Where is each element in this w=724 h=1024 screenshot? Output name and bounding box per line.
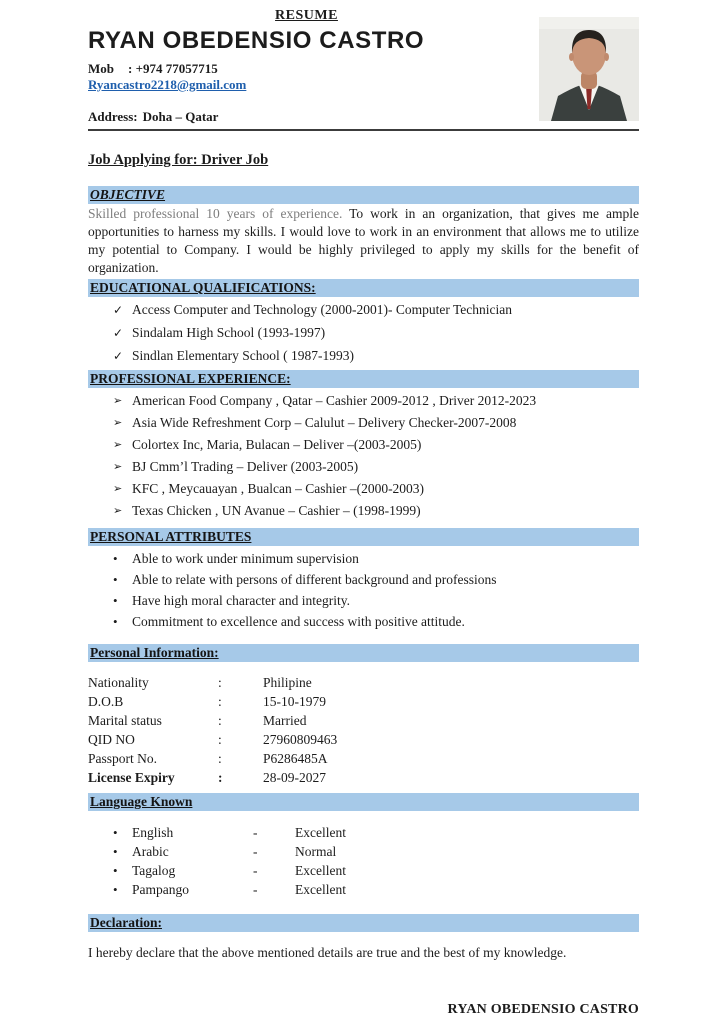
language-name: Tagalog xyxy=(132,863,176,878)
address-label: Address: xyxy=(88,109,138,124)
section-heading-declaration: Declaration: xyxy=(90,915,162,930)
dot-bullet-icon: • xyxy=(113,593,118,608)
attribute-item-text: Able to work under minimum supervision xyxy=(132,551,359,566)
education-item-text: Access Computer and Technology (2000-2001)- Computer Technician xyxy=(132,302,513,317)
section-heading-personal-info: Personal Information: xyxy=(90,645,219,660)
objective-lead: Skilled professional 10 years of experience. xyxy=(88,206,343,221)
info-label: QID NO xyxy=(88,732,135,747)
language-row xyxy=(88,842,639,861)
dot-bullet-icon: • xyxy=(113,551,118,566)
objective-text xyxy=(88,205,639,277)
declaration-text: I hereby declare that the above mentioned details are true and the best of my knowledge. xyxy=(88,945,567,960)
dot-bullet-icon: • xyxy=(113,863,118,878)
language-separator: - xyxy=(253,844,258,859)
dot-bullet-icon: • xyxy=(113,882,118,897)
section-heading-attributes: PERSONAL ATTRIBUTES xyxy=(90,529,252,544)
language-level: Excellent xyxy=(295,863,346,878)
dot-bullet-icon: • xyxy=(113,572,118,587)
attribute-item xyxy=(113,613,639,631)
section-bar-education xyxy=(88,279,639,297)
check-icon: ✓ xyxy=(113,349,124,363)
experience-item-text: Colortex Inc, Maria, Bulacan – Deliver –(2003-2005) xyxy=(132,437,422,452)
check-icon: ✓ xyxy=(113,303,124,317)
section-heading-objective: OBJECTIVE xyxy=(90,187,166,202)
header xyxy=(88,8,639,124)
attribute-item-text: Commitment to excellence and success with positive attitude. xyxy=(132,614,465,629)
objective-body: To work in an organization, that gives me ample opportunities to harness my skills. I would love to work in an environment that allows me to utilize my potential to Company. I would be highly privileged to apply my skills for the benefit of organization. xyxy=(88,206,639,275)
info-value: 28-09-2027 xyxy=(263,770,326,785)
language-row xyxy=(88,823,639,842)
personal-info-row xyxy=(88,768,639,787)
email-link[interactable]: Ryancastro2218@gmail.com xyxy=(88,77,247,92)
experience-item-text: Texas Chicken , UN Avanue – Cashier – (1998-1999) xyxy=(132,503,421,518)
language-name: Pampango xyxy=(132,882,189,897)
header-divider xyxy=(88,129,639,131)
language-row xyxy=(88,861,639,880)
language-name: English xyxy=(132,825,174,840)
attribute-item-text: Able to relate with persons of different background and professions xyxy=(132,572,497,587)
language-separator: - xyxy=(253,863,258,878)
language-separator: - xyxy=(253,825,258,840)
section-bar-attributes xyxy=(88,528,639,546)
experience-item-text: BJ Cmm’l Trading – Deliver (2003-2005) xyxy=(132,459,359,474)
personal-info-row xyxy=(88,749,639,768)
section-bar-experience xyxy=(88,370,639,388)
document-title xyxy=(88,8,525,24)
portrait-photo xyxy=(539,17,639,121)
info-label: Marital status xyxy=(88,713,162,728)
section-bar-languages xyxy=(88,793,639,811)
experience-item xyxy=(113,502,639,520)
education-item-text: Sindlan Elementary School ( 1987-1993) xyxy=(132,348,354,363)
section-heading-education: EDUCATIONAL QUALIFICATIONS: xyxy=(90,280,316,295)
info-separator: : xyxy=(218,751,222,766)
language-separator: - xyxy=(253,882,258,897)
mobile-number: : +974 77057715 xyxy=(128,61,218,76)
personal-info-row xyxy=(88,730,639,749)
dot-bullet-icon: • xyxy=(113,844,118,859)
info-label: D.O.B xyxy=(88,694,124,709)
section-bar-declaration xyxy=(88,914,639,932)
language-level: Normal xyxy=(295,844,337,859)
language-list xyxy=(88,823,639,899)
experience-item-text: Asia Wide Refreshment Corp – Calulut – Delivery Checker-2007-2008 xyxy=(132,415,517,430)
job-applying-line: Job Applying for: Driver Job xyxy=(88,152,269,168)
personal-info-row xyxy=(88,673,639,692)
arrow-bullet-icon: ➢ xyxy=(113,417,123,429)
education-item xyxy=(113,324,639,342)
section-bar-objective xyxy=(88,186,639,204)
info-separator: : xyxy=(218,713,222,728)
arrow-bullet-icon: ➢ xyxy=(113,505,123,517)
education-item xyxy=(113,347,639,365)
attribute-item xyxy=(113,550,639,568)
language-level: Excellent xyxy=(295,882,346,897)
mobile-line xyxy=(88,61,525,76)
info-value: Married xyxy=(263,713,307,728)
experience-item xyxy=(113,458,639,476)
address-value: Doha – Qatar xyxy=(142,109,219,124)
experience-item xyxy=(113,392,639,410)
info-separator: : xyxy=(218,732,222,747)
arrow-bullet-icon: ➢ xyxy=(113,395,123,407)
language-row xyxy=(88,880,639,899)
mobile-label: Mob xyxy=(88,61,114,76)
arrow-bullet-icon: ➢ xyxy=(113,483,123,495)
info-separator: : xyxy=(218,694,222,709)
info-label: Nationality xyxy=(88,675,149,690)
attribute-item-text: Have high moral character and integrity. xyxy=(132,593,351,608)
portrait-photo-illustration xyxy=(539,17,639,121)
experience-list xyxy=(88,392,639,520)
document-title-text: RESUME xyxy=(275,8,338,23)
experience-item xyxy=(113,414,639,432)
info-separator: : xyxy=(218,770,223,785)
arrow-bullet-icon: ➢ xyxy=(113,439,123,451)
attributes-list xyxy=(88,550,639,631)
section-bar-personal-info xyxy=(88,644,639,662)
header-left xyxy=(88,8,539,124)
attribute-item xyxy=(113,571,639,589)
check-icon: ✓ xyxy=(113,326,124,340)
language-name: Arabic xyxy=(132,844,169,859)
language-level: Excellent xyxy=(295,825,346,840)
education-item xyxy=(113,301,639,319)
info-value: 27960809463 xyxy=(263,732,338,747)
section-heading-experience: PROFESSIONAL EXPERIENCE: xyxy=(90,371,291,386)
signature-name: RYAN OBEDENSIO CASTRO xyxy=(447,1002,639,1017)
arrow-bullet-icon: ➢ xyxy=(113,461,123,473)
info-value: 15-10-1979 xyxy=(263,694,326,709)
info-label: Passport No. xyxy=(88,751,158,766)
info-value: P6286485A xyxy=(263,751,328,766)
candidate-name: RYAN OBEDENSIO CASTRO xyxy=(88,27,425,54)
info-label: License Expiry xyxy=(88,770,175,785)
dot-bullet-icon: • xyxy=(113,614,118,629)
info-value: Philipine xyxy=(263,675,312,690)
personal-info-row xyxy=(88,692,639,711)
address-line xyxy=(88,109,525,124)
experience-item-text: American Food Company , Qatar – Cashier 2009-2012 , Driver 2012-2023 xyxy=(132,393,537,408)
personal-info-table xyxy=(88,673,639,787)
experience-item xyxy=(113,436,639,454)
personal-info-row xyxy=(88,711,639,730)
section-heading-languages: Language Known xyxy=(90,794,193,809)
education-item-text: Sindalam High School (1993-1997) xyxy=(132,325,326,340)
education-list xyxy=(88,301,639,365)
dot-bullet-icon: • xyxy=(113,825,118,840)
experience-item-text: KFC , Meycauayan , Bualcan – Cashier –(2000-2003) xyxy=(132,481,425,496)
info-separator: : xyxy=(218,675,222,690)
experience-item xyxy=(113,480,639,498)
attribute-item xyxy=(113,592,639,610)
